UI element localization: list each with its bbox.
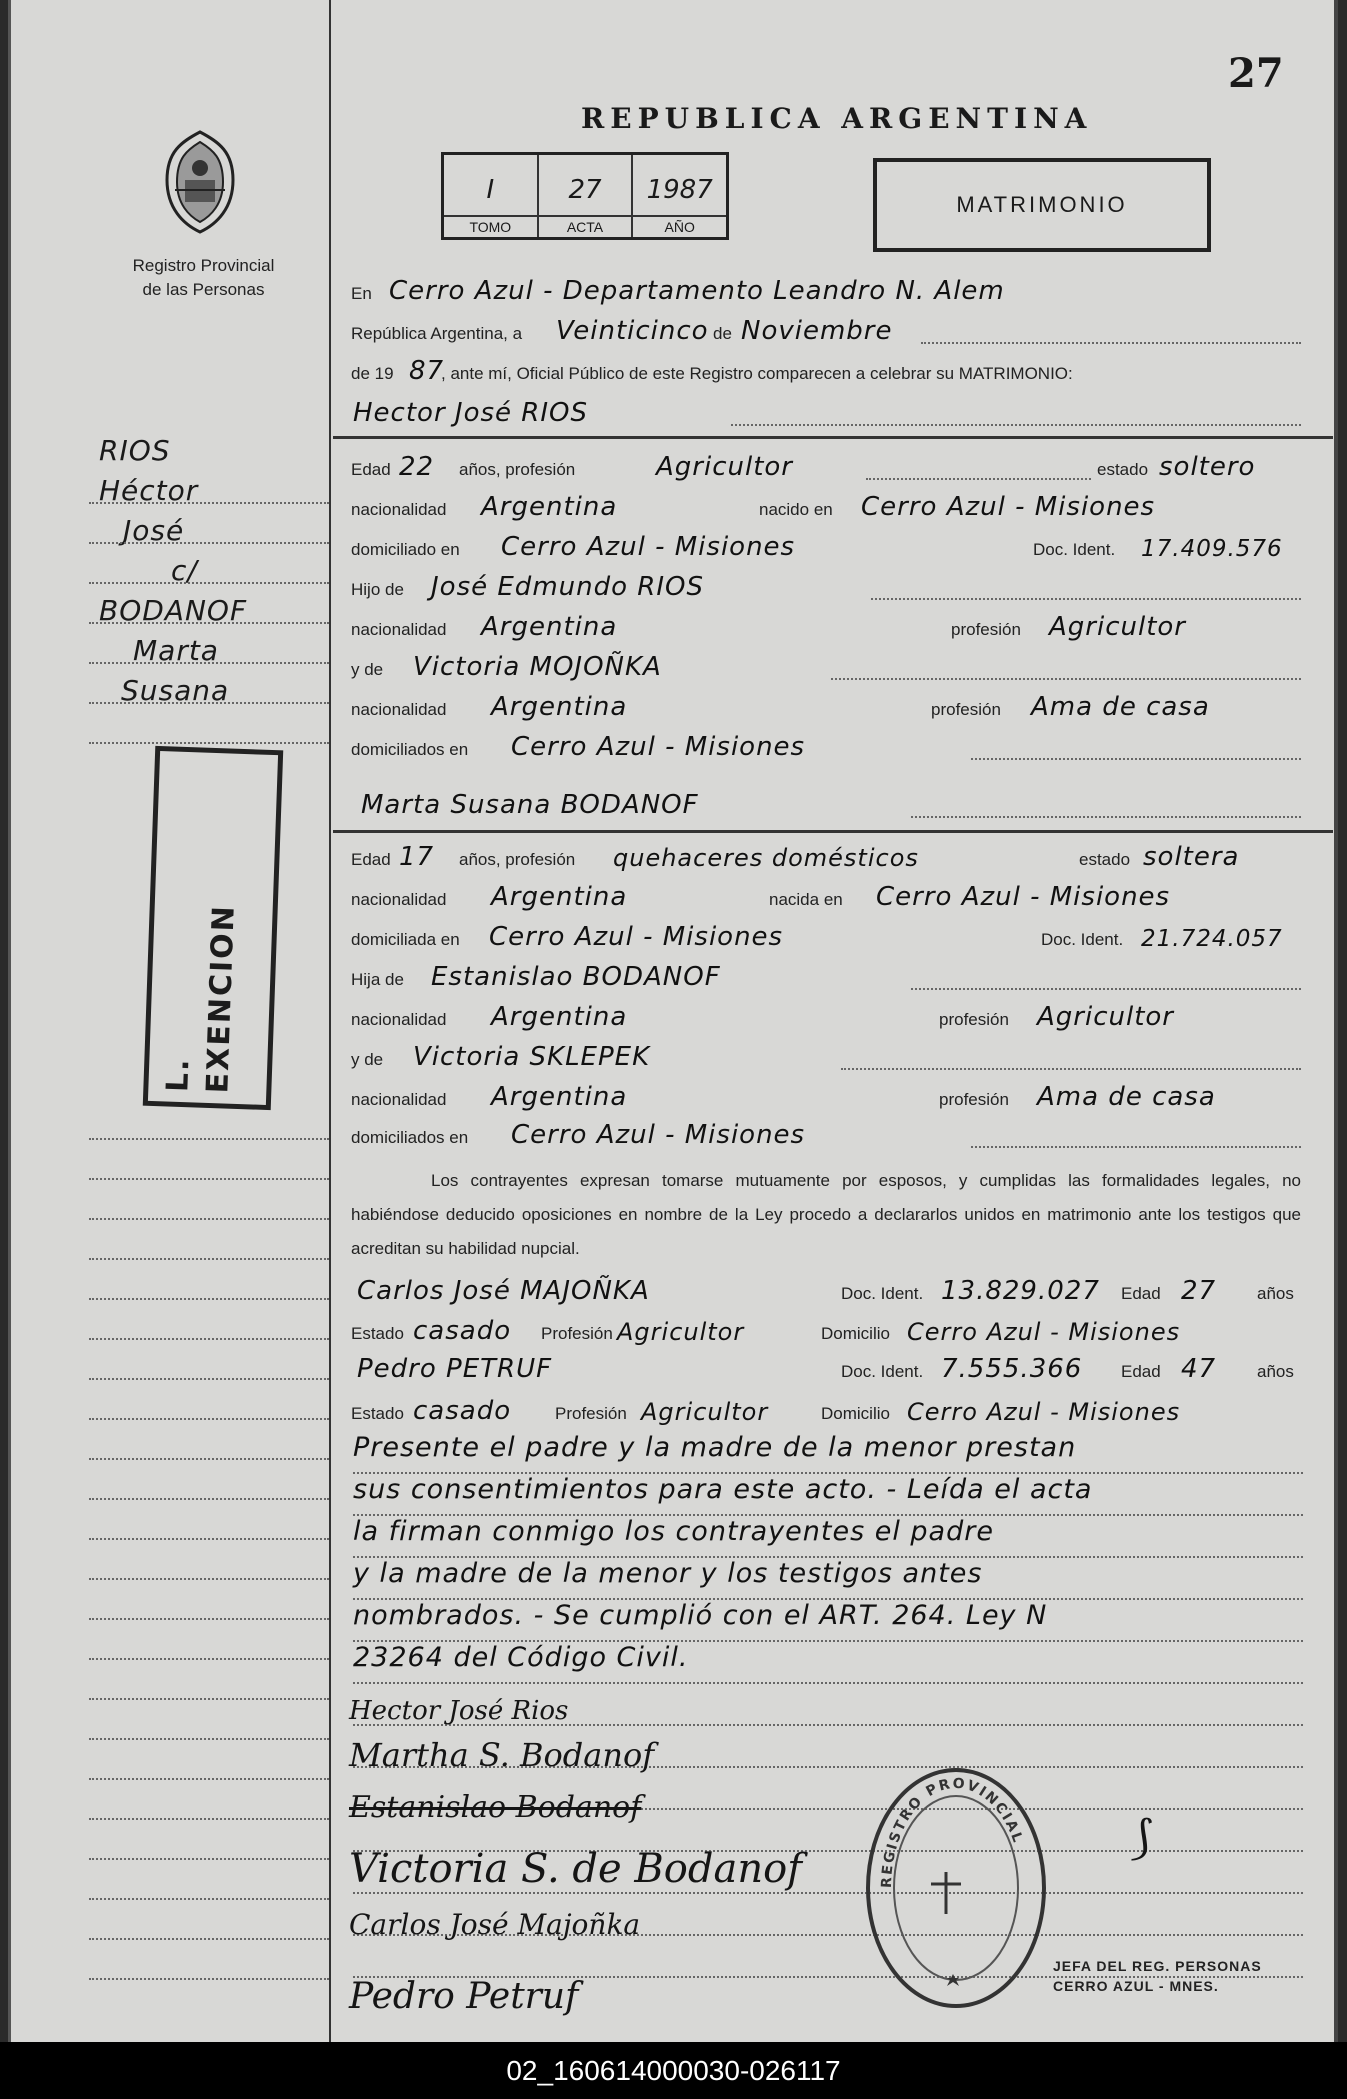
bride-nationality: Argentina [491, 882, 628, 912]
dotline [911, 816, 1301, 818]
estado-label: estado [1079, 850, 1131, 869]
witness1-age: 27 [1181, 1276, 1217, 1306]
margin-dotline [89, 1298, 329, 1300]
signature-bride: Martha S. Bodanof [349, 1736, 655, 1774]
bride-domicile: Cerro Azul - Misiones [489, 922, 784, 952]
nac-label: nacionalidad [351, 1090, 447, 1109]
signature-bride-mother: Victoria S. de Bodanof [349, 1846, 802, 1892]
bride-father-row [351, 956, 1301, 996]
dom-label: Domicilio [821, 1404, 890, 1423]
dom-label: domiciliada en [351, 930, 460, 949]
groom-parents-domicile: Cerro Azul - Misiones [511, 732, 806, 762]
margin-dotline [89, 622, 329, 624]
en-label: En [351, 284, 372, 303]
ano-cell [633, 155, 726, 237]
anos-label: años [1257, 1284, 1294, 1303]
note-line: Presente el padre y la madre de la menor prestan [353, 1432, 1077, 1463]
groom-mother-row [351, 646, 1301, 686]
witness1-details-row [351, 1310, 1301, 1350]
bride-mother-profession: Ama de casa [1037, 1082, 1216, 1112]
ano-label: AÑO [633, 215, 726, 237]
margin-dotline [89, 1698, 329, 1700]
officer-label [1053, 1956, 1262, 1996]
record-type: MATRIMONIO [873, 158, 1211, 252]
dotline [353, 1472, 1303, 1474]
doc-label: Doc. Ident. [1033, 540, 1116, 559]
groom-age-row [351, 446, 1301, 486]
groom-father: José Edmundo RIOS [431, 572, 704, 602]
dom-label: domiciliado en [351, 540, 460, 559]
nac-label: nacionalidad [351, 1010, 447, 1029]
dotline [353, 1892, 1303, 1894]
bride-birthplace: Cerro Azul - Misiones [876, 882, 1171, 912]
stamp-line2: EXENCION [200, 903, 242, 1094]
tomo-label: TOMO [444, 215, 537, 237]
estado-label: Estado [351, 1404, 404, 1423]
margin-dotline [89, 1818, 329, 1820]
witness2-row [351, 1348, 1301, 1388]
tomo-value: I [486, 175, 495, 205]
nac-label: nacionalidad [351, 620, 447, 639]
tomo-cell [444, 155, 539, 237]
bride-age: 17 [399, 842, 435, 872]
witness2-status: casado [413, 1396, 512, 1426]
dotline [353, 1514, 1303, 1516]
nac-label: nacionalidad [351, 700, 447, 719]
bride-doc: 21.724.057 [1141, 926, 1283, 952]
intro-row [351, 350, 1301, 390]
margin-dotline [89, 582, 329, 584]
dom-label: domiciliados en [351, 1128, 469, 1147]
acta-cell [539, 155, 634, 237]
witness2-profession: Agricultor [641, 1398, 769, 1426]
groom-father-row [351, 566, 1301, 606]
dotline [911, 988, 1301, 990]
groom-age: 22 [399, 452, 435, 482]
groom-name: Hector José RIOS [353, 398, 588, 428]
yde-label: y de [351, 660, 384, 679]
margin-firstname-groom: Héctor [99, 474, 199, 507]
witness1-status: casado [413, 1316, 512, 1346]
prof-label: Profesión [555, 1404, 627, 1423]
officer-line1: JEFA DEL REG. PERSONAS [1053, 1958, 1262, 1974]
margin-surname-bride: BODANOF [99, 594, 248, 627]
groom-birthplace: Cerro Azul - Misiones [861, 492, 1156, 522]
doc-label: Doc. Ident. [1041, 930, 1124, 949]
officer-line2: CERRO AZUL - MNES. [1053, 1978, 1219, 1994]
dotline [731, 424, 1301, 426]
section-divider [333, 436, 1333, 439]
month-value: Noviembre [741, 316, 893, 346]
bride-father-nationality: Argentina [491, 1002, 628, 1032]
dom-label: domiciliados en [351, 740, 469, 759]
registry-line1: Registro Provincial [132, 256, 275, 275]
acta-value: 27 [568, 175, 602, 205]
witness1-row [351, 1270, 1301, 1310]
exemption-stamp [143, 746, 283, 1110]
groom-father-nat-row [351, 606, 1301, 646]
groom-nationality-row [351, 486, 1301, 526]
margin-dotline [89, 702, 329, 704]
prof-label: profesión [951, 620, 1021, 639]
document-page [8, 0, 1338, 2042]
bride-mother: Victoria SKLEPEK [413, 1042, 651, 1072]
signature-witness2: Pedro Petruf [349, 1976, 579, 2017]
dotline [841, 1068, 1301, 1070]
prof-label: Profesión [541, 1324, 613, 1343]
groom-domicile: Cerro Azul - Misiones [501, 532, 796, 562]
margin-dotline [89, 1138, 329, 1140]
note-line: nombrados. - Se cumplió con el ART. 264. Ley N [353, 1600, 1048, 1631]
official-seal-icon [861, 1764, 1051, 2012]
margin-dotline [89, 1458, 329, 1460]
margin-dotline [89, 1178, 329, 1180]
bride-domicile-row [351, 916, 1301, 956]
edad-label: Edad [351, 460, 391, 479]
footer-id: 02_160614000030-026117 [0, 2042, 1347, 2099]
hija-label: Hija de [351, 970, 404, 989]
registry-line2: de las Personas [142, 280, 265, 299]
groom-profession: Agricultor [656, 452, 793, 482]
estado-label: Estado [351, 1324, 404, 1343]
margin-dotline [89, 1618, 329, 1620]
bride-name: Marta Susana BODANOF [361, 790, 699, 820]
prof-label: profesión [939, 1090, 1009, 1109]
section-divider [333, 830, 1333, 833]
province-emblem-icon [161, 128, 239, 236]
bride-nationality-row [351, 876, 1301, 916]
margin-dotline [89, 1738, 329, 1740]
margin-dotline [89, 1898, 329, 1900]
bride-mother-nationality: Argentina [491, 1082, 628, 1112]
margin-dotline [89, 1938, 329, 1940]
estado-label: estado [1097, 460, 1149, 479]
bride-age-row [351, 836, 1301, 876]
witness2-details-row [351, 1390, 1301, 1430]
margin-dotline [89, 1858, 329, 1860]
witness1-profession: Agricultor [617, 1318, 745, 1346]
dotline [871, 598, 1301, 600]
day-value: Veinticinco [556, 316, 709, 346]
nac-label: nacionalidad [351, 500, 447, 519]
nac-label: nacionalidad [351, 890, 447, 909]
margin-dotline [89, 742, 329, 744]
page-number: 27 [1228, 50, 1284, 97]
note-line: 23264 del Código Civil. [353, 1642, 689, 1673]
margin-dotline [89, 1218, 329, 1220]
margin-dotline [89, 1658, 329, 1660]
dotline [353, 1682, 1303, 1684]
bride-father: Estanislao BODANOF [431, 962, 721, 992]
doc-label: Doc. Ident. [841, 1362, 924, 1381]
groom-mother-nat-row [351, 686, 1301, 726]
officer-signature-mark: ⟆ [1133, 1810, 1151, 1864]
dotline [866, 478, 1091, 480]
margin-dotline [89, 542, 329, 544]
svg-text:REGISTRO PROVINCIAL [879, 1776, 1026, 1889]
margin-dotline [89, 1258, 329, 1260]
prof-label: profesión [939, 1010, 1009, 1029]
bride-mother-nat-row [351, 1076, 1301, 1116]
rep-label: República Argentina, a [351, 324, 523, 343]
witness2-domicile: Cerro Azul - Misiones [907, 1398, 1181, 1426]
bride-father-nat-row [351, 996, 1301, 1036]
margin-connector: c/ [171, 554, 198, 587]
bride-father-profession: Agricultor [1037, 1002, 1174, 1032]
anos-label: años [1257, 1362, 1294, 1381]
dotline [971, 1146, 1301, 1148]
bride-status: soltera [1143, 842, 1240, 872]
stamp-line1: L. [160, 1056, 197, 1093]
anos-prof-label: años, profesión [459, 850, 576, 869]
witness1-doc: 13.829.027 [941, 1276, 1100, 1306]
year-value: 87 [409, 356, 445, 386]
groom-name-row [351, 392, 1301, 432]
margin-dotline [89, 1538, 329, 1540]
groom-doc: 17.409.576 [1141, 536, 1283, 562]
nacida-label: nacida en [769, 890, 843, 909]
place-row [351, 270, 1301, 310]
form-column [333, 0, 1333, 2042]
bride-parents-domicile: Cerro Azul - Misiones [511, 1120, 806, 1150]
nacido-label: nacido en [759, 500, 833, 519]
seal-text: REGISTRO PROVINCIAL [878, 1775, 1027, 1889]
dotline [353, 1556, 1303, 1558]
anos-prof-label: años, profesión [459, 460, 576, 479]
doc-label: Doc. Ident. [841, 1284, 924, 1303]
witness2-name: Pedro PETRUF [357, 1354, 553, 1384]
margin-middlename-bride: Susana [121, 674, 230, 707]
witness1-name: Carlos José MAJOÑKA [357, 1276, 650, 1306]
groom-mother-nationality: Argentina [491, 692, 628, 722]
dotline [971, 758, 1301, 760]
dotline [921, 342, 1301, 344]
bride-parents-domicile-row [351, 1114, 1301, 1154]
declaration-text: Los contrayentes expresan tomarse mutuamente por esposos, y cumplidas las formalidades legales, no habiéndose deducido oposiciones en nombre de la Ley procedo a declararlos unidos en matrimonio ante los testigos que acreditan su habilidad nupcial. [351, 1171, 1301, 1258]
groom-parents-domicile-row [351, 726, 1301, 766]
margin-dotline [89, 1498, 329, 1500]
margin-dotline [89, 502, 329, 504]
witness2-age: 47 [1181, 1354, 1217, 1384]
margin-dotline [89, 1338, 329, 1340]
dom-label: Domicilio [821, 1324, 890, 1343]
margin-dotline [89, 662, 329, 664]
edad-label: Edad [1121, 1362, 1161, 1381]
dotline [353, 1598, 1303, 1600]
witness2-doc: 7.555.366 [941, 1354, 1083, 1384]
registry-label [91, 254, 316, 302]
prof-label: profesión [931, 700, 1001, 719]
groom-status: soltero [1159, 452, 1256, 482]
ano-value: 1987 [646, 175, 713, 205]
bride-mother-row [351, 1036, 1301, 1076]
groom-father-profession: Agricultor [1049, 612, 1186, 642]
groom-domicile-row [351, 526, 1301, 566]
margin-dotline [89, 1378, 329, 1380]
edad-label: Edad [1121, 1284, 1161, 1303]
bride-name-row [351, 784, 1301, 824]
margin-firstname-bride: Marta [133, 634, 219, 667]
dotline [831, 678, 1301, 680]
groom-mother: Victoria MOJOÑKA [413, 652, 662, 682]
signature-witness1: Carlos José Majoñka [349, 1908, 641, 1941]
yde-label: y de [351, 1050, 384, 1069]
place-value: Cerro Azul - Departamento Leandro N. Alem [389, 276, 1005, 306]
edad-label: Edad [351, 850, 391, 869]
margin-surname-groom: RIOS [99, 434, 171, 467]
year-prefix: de 19 [351, 364, 394, 383]
bride-profession: quehaceres domésticos [613, 844, 919, 872]
margin-dotline [89, 1578, 329, 1580]
date-row [351, 310, 1301, 350]
groom-mother-profession: Ama de casa [1031, 692, 1210, 722]
margin-dotline [89, 1778, 329, 1780]
margin-dotline [89, 1418, 329, 1420]
note-line: sus consentimientos para este acto. - Leída el acta [353, 1474, 1093, 1505]
margin-column [11, 0, 331, 2042]
note-line: la firman conmigo los contrayentes el padre [353, 1516, 994, 1547]
groom-father-nationality: Argentina [481, 612, 618, 642]
intro-text: , ante mí, Oficial Público de este Registro comparecen a celebrar su MATRIMONIO: [441, 364, 1073, 383]
record-box [441, 152, 729, 240]
acta-label: ACTA [539, 215, 632, 237]
signature-groom: Hector José Rios [349, 1696, 569, 1726]
dotline [353, 1640, 1303, 1642]
margin-dotline [89, 1978, 329, 1980]
hijo-label: Hijo de [351, 580, 404, 599]
signature-bride-father: Estanislao Bodanof [349, 1790, 642, 1825]
de-label: de [713, 324, 732, 343]
country-heading: REPUBLICA ARGENTINA [581, 102, 1093, 135]
witness1-domicile: Cerro Azul - Misiones [907, 1318, 1181, 1346]
groom-nationality: Argentina [481, 492, 618, 522]
margin-middlename-groom: José [123, 514, 185, 547]
note-line: y la madre de la menor y los testigos antes [353, 1558, 983, 1589]
